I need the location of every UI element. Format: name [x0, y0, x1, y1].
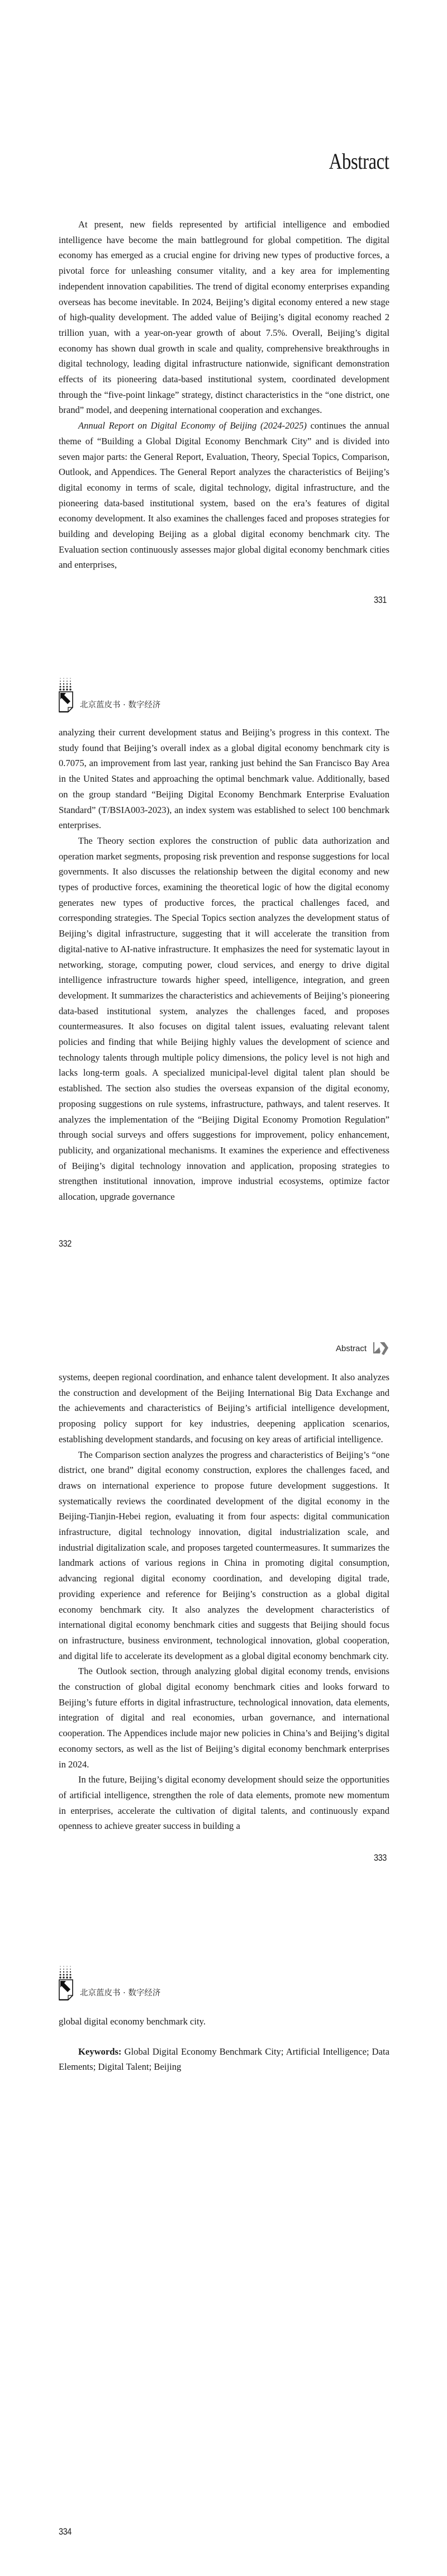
page-arrow-icon	[59, 1979, 73, 2000]
corner-arrow-icon	[372, 1341, 389, 1356]
page-number: 331	[374, 595, 387, 605]
paragraph: In the future, Beijing’s digital economy development should seize the opportunities of artificial intelligence, strengthen the role of data elements, promote new momentum in enterprises, accelerate the cultivation of digital talents, and continuously expand openness to achieve greater success in building a	[59, 1774, 389, 1832]
page-number: 334	[59, 2526, 72, 2537]
paragraph: global digital economy benchmark city.	[59, 2016, 206, 2027]
dot-grid-icon	[59, 677, 72, 691]
body-text	[59, 1370, 389, 1834]
page-arrow-icon	[59, 691, 73, 712]
paragraph: At present, new fields represented by artificial intelligence and embodied intelligence have become the main battleground for global competition. The digital economy has emerged as a crucial engine for driving new types of productive forces, a pivotal force for unleashing consumer vitality, and a key area for implementing independent innovation capabilities. The trend of digital economy enterprises expanding overseas has become inevitable. In 2024, Beijing’s digital economy entered a new stage of high-quality development. The added value of Beijing’s digital economy reached 2 trillion yuan, with a year-on-year growth of about 7.5%. Overall, Beijing’s digital economy has shown dual growth in scale and quality, comprehensive breakthroughs in digital technology, leading digital infrastructure nationwide, significant demonstration effects of its pioneering data-based institutional system, coordinated development through the “five-point linkage” strategy, distinct characteristics in the “one district, one brand” model, and deepening international cooperation and exchanges.	[59, 219, 389, 416]
running-header-title: Abstract	[335, 1343, 367, 1353]
body-text	[59, 2014, 389, 2075]
page-title: Abstract	[329, 148, 389, 174]
series-header	[59, 677, 204, 716]
running-header	[336, 1340, 389, 1357]
keywords-list: Global Digital Economy Benchmark City; Artificial Intelligence; Data Elements; Digital Talent; Beijing	[59, 2046, 389, 2073]
dot-grid-icon	[59, 1965, 72, 1979]
series-title: 北京蓝皮书 · 数字经济	[80, 1989, 161, 1998]
series-header	[59, 1965, 204, 2004]
keywords	[59, 2044, 389, 2075]
body-text	[59, 725, 389, 1205]
paragraph: The Outlook section, through analyzing global digital economy trends, envisions the construction of global digital economy benchmark cities and looks forward to Beijing’s future efforts in digital infrastructure, technological innovation, data elements, integration of digital and real economies, urban governance, and international cooperation. The Appendices include major new policies in China’s and Beijing’s digital economy sectors, as well as the list of Beijing’s digital economy benchmark enterprises in 2024.	[59, 1666, 389, 1770]
page-331	[0, 0, 447, 643]
page-number: 332	[59, 1238, 72, 1249]
keywords-label: Keywords:	[78, 2046, 122, 2057]
report-title: Annual Report on Digital Economy of Beijing	[78, 420, 257, 431]
paragraph: systems, deepen regional coordination, and enhance talent development. It also analyzes the construction and development of the Beijing International Big Data Exchange and the achievements and characteristics of Beijing’s artificial intelligence development, proposing policy support for key industries, deepening application scenarios, establishing development standards, and focusing on key areas of artificial intelligence.	[59, 1372, 389, 1444]
body-text	[59, 217, 389, 573]
page-number: 333	[374, 1852, 387, 1863]
report-years: (2024-2025)	[260, 420, 307, 431]
series-title: 北京蓝皮书 · 数字经济	[80, 701, 161, 710]
paragraph: The Comparison section analyzes the progress and characteristics of Beijing’s “one district, one brand” digital economy construction, explores the challenges faced, and draws on international experience to propose future development suggestions. It systematically reviews the coordinated development of the digital economy in the Beijing-Tianjin-Hebei region, evaluating it from four aspects: digital communication infrastructure, digital technology innovation, digital industrialization scale, and industrial digitalization scale, and proposes targeted countermeasures. It summarizes the landmark actions of various regions in China in promoting digital consumption, advancing regional digital economy coordination, and developing digital trade, providing experience and reference for Beijing’s construction as a global digital economy benchmark city. It also analyzes the development characteristics of international digital economy benchmark cities and suggests that Beijing should focus on infrastructure, business environment, technological innovation, global cooperation, and digital life to accelerate its development as a global digital economy benchmark city.	[59, 1449, 389, 1661]
paragraph: The Theory section explores the construction of public data authorization and operation market segments, proposing risk prevention and response suggestions for local governments. It also discusses the relationship between the digital economy and new types of productive forces, examining the theoretical logic of how the digital economy generates new types of productive forces, the practical challenges faced, and corresponding strategies. The Special Topics section analyzes the development status of Beijing’s digital infrastructure, suggesting that it will accelerate the transition from digital-native to AI-native infrastructure. It emphasizes the need for systematic layout in networking, storage, computing power, cloud services, and energy to drive digital intelligence infrastructure towards higher speed, intelligence, integration, and green development. It summarizes the characteristics and achievements of Beijing’s pioneering data-based institutional system, analyzes the challenges faced, and proposes countermeasures. It also focuses on digital talent issues, evaluating relevant talent policies and finding that while Beijing highly values the development of science and technology talents through multiple policy dimensions, the policy level is not high and lacks long-term goals. A specialized municipal-level digital talent plan should be established. The section also studies the overseas expansion of the digital economy, proposing suggestions on rule systems, infrastructure, pathways, and talent reserves. It analyzes the implementation of the “Beijing Digital Economy Promotion Regulation” through social surveys and offers suggestions for improvement, policy enhancement, publicity, and organizational mechanisms. It examines the experience and effectiveness of Beijing’s digital technology innovation and application, proposing strategies to strengthen institutional innovation, improve industrial ecosystems, optimize factor allocation, upgrade governance	[59, 835, 389, 1203]
paragraph: Annual Report on Digital Economy of Beijing (2024-2025) continues the annual theme of “Building a Global Digital Economy Benchmark City” and is divided into seven major parts: the General Report, Evaluation, Theory, Special Topics, Comparison, Outlook, and Appendices. The General Report analyzes the characteristics of Beijing’s digital economy in terms of scale, digital technology, digital infrastructure, and the pioneering data-based institutional system, based on the era’s features of digital economy development. It also examines the challenges faced and proposes strategies for building and developing Beijing as a global digital economy benchmark city. The Evaluation section continuously assesses major global digital economy benchmark cities and enterprises,	[59, 420, 389, 571]
paragraph: analyzing their current development status and Beijing’s progress in this context. The study found that Beijing’s overall index as a global digital economy benchmark city is 0.7075, an improvement from last year, ranking just behind the San Francisco Bay Area in the United States and approaching the optimal benchmark value. Additionally, based on the group standard “Beijing Digital Economy Benchmark Enterprise Evaluation Standard” (T/BSIA003-2023), an index system was established to select 100 benchmark enterprises.	[59, 727, 389, 831]
